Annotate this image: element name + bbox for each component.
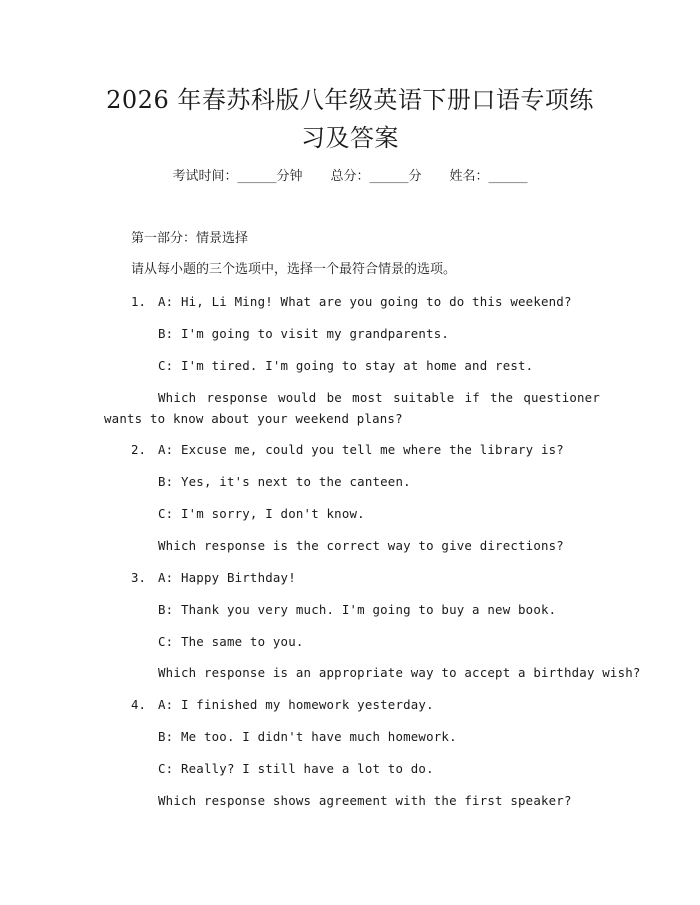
- question-number: 2.: [131, 442, 146, 457]
- question-option-b: B: Yes, it's next to the canteen.: [158, 474, 411, 489]
- document-title-line-2: 习及答案: [301, 124, 399, 152]
- question-number: 4.: [131, 697, 146, 712]
- question-number: 3.: [131, 570, 146, 585]
- total-score-field: 总分：______分: [330, 169, 422, 184]
- document-title-line-1: 2026 年春苏科版八年级英语下册口语专项练: [106, 86, 594, 114]
- question-prompt: Which response would be most suitable if the questioner wants to know about your weekend plans?: [104, 390, 600, 426]
- exam-info-row: [0, 166, 700, 188]
- question-option-c: C: The same to you.: [158, 634, 304, 649]
- question-option-a: A: Happy Birthday!: [158, 570, 296, 585]
- student-name-field: 姓名：______: [449, 169, 528, 184]
- question-number: 1.: [131, 294, 146, 309]
- question-option-a: A: Hi, Li Ming! What are you going to do this weekend?: [158, 294, 572, 309]
- question-prompt: Which response shows agreement with the first speaker?: [158, 793, 572, 808]
- question-option-a: A: Excuse me, could you tell me where the library is?: [158, 442, 564, 457]
- question-option-c: C: I'm tired. I'm going to stay at home and rest.: [158, 358, 534, 373]
- question-option-c: C: Really? I still have a lot to do.: [158, 761, 434, 776]
- question-option-b: B: I'm going to visit my grandparents.: [158, 326, 450, 341]
- section-instruction: 请从每小题的三个选项中，选择一个最符合情景的选项。: [131, 262, 457, 277]
- exam-time-field: 考试时间：______分钟: [172, 169, 303, 184]
- question-prompt: Which response is an appropriate way to accept a birthday wish?: [158, 665, 641, 680]
- section-title: 第一部分：情景选择: [131, 231, 249, 246]
- question-option-b: B: Me too. I didn't have much homework.: [158, 729, 457, 744]
- question-option-a: A: I finished my homework yesterday.: [158, 697, 434, 712]
- question-option-c: C: I'm sorry, I don't know.: [158, 506, 365, 521]
- question-option-b: B: Thank you very much. I'm going to buy a new book.: [158, 602, 557, 617]
- question-prompt: Which response is the correct way to give directions?: [158, 538, 564, 553]
